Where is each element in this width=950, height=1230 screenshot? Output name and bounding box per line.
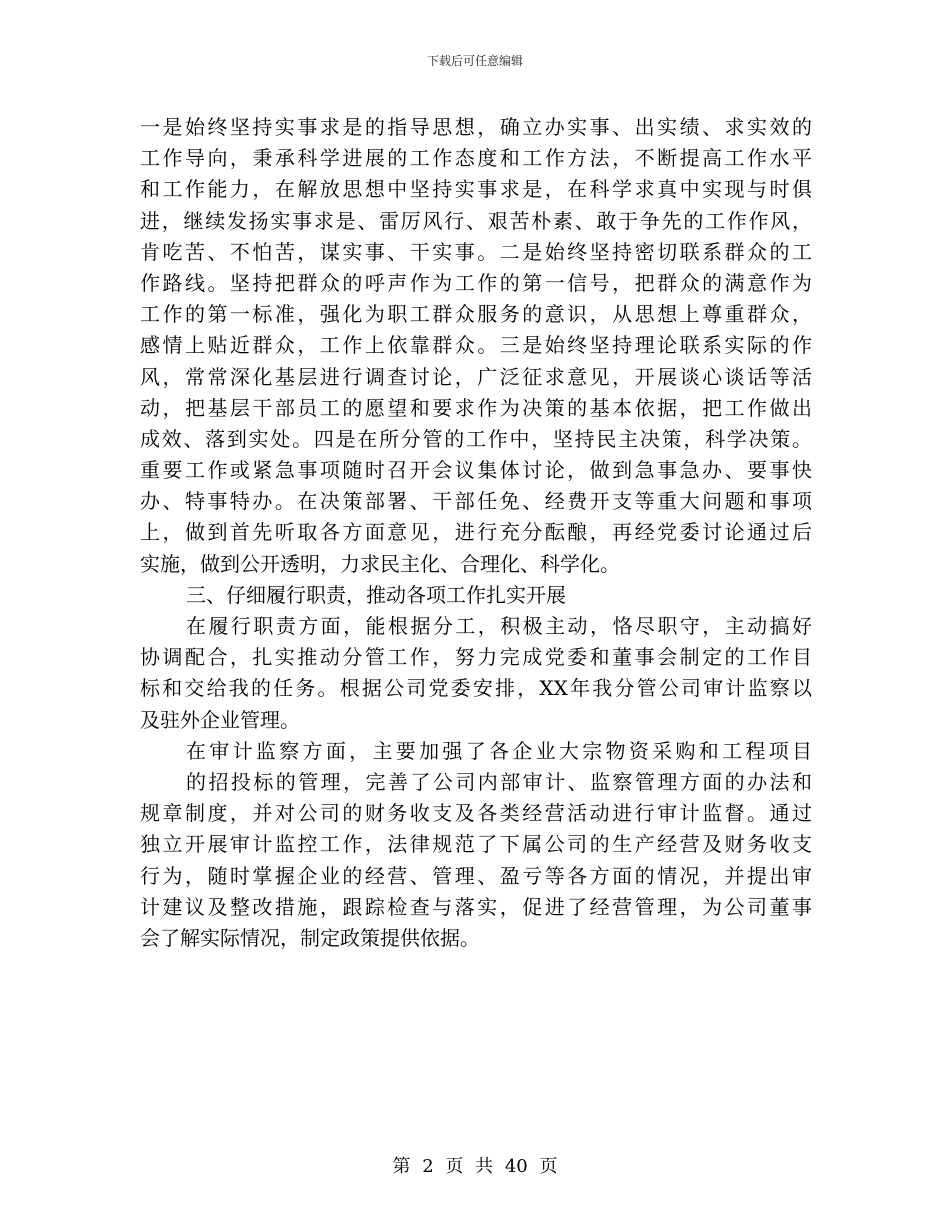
- text-line: 及驻外企业管理。: [140, 707, 300, 732]
- text-line: 行为，随时掌握企业的经营、管理、盈亏等各方面的情况，并提出审: [140, 863, 812, 888]
- text-line: 动，把基层干部员工的愿望和要求作为决策的基本依据，把工作做出: [140, 395, 812, 420]
- text-line: 和工作能力，在解放思想中坚持实事求是，在科学求真中实现与时俱: [140, 177, 812, 202]
- text-line: 肯吃苦、不怕苦，谋实事、干实事。二是始终坚持密切联系群众的工: [140, 239, 812, 264]
- page-footer: 第 2 页 共 40 页: [392, 1156, 558, 1177]
- document-body: [140, 112, 812, 954]
- text-line: 感情上贴近群众，工作上依靠群众。三是始终坚持理论联系实际的作: [140, 333, 812, 358]
- text-line: 成效、落到实处。四是在所分管的工作中，坚持民主决策，科学决策。: [140, 426, 812, 451]
- text-line: 一是始终坚持实事求是的指导思想，确立办实事、出实绩、求实效的: [140, 115, 812, 139]
- text-line: 规章制度，并对公司的财务收支及各类经营活动进行审计监督。通过: [140, 801, 812, 826]
- text-line: 计建议及整改措施，跟踪检查与落实，促进了经营管理，为公司董事: [140, 894, 812, 919]
- text-line: 重要工作或紧急事项随时召开会议集体讨论，做到急事急办、要事快: [140, 458, 812, 483]
- text-line: 标和交给我的任务。根据公司党委安排，XX年我分管公司审计监察以: [140, 676, 812, 701]
- page-header: 下载后可任意编辑: [426, 54, 523, 68]
- text-line: 办、特事特办。在决策部署、干部任免、经费开支等重大问题和事项: [140, 489, 812, 514]
- text-line: 在履行职责方面，能根据分工，积极主动，恪尽职守，主动搞好: [186, 614, 812, 638]
- text-line: 作路线。坚持把群众的呼声作为工作的第一信号，把群众的满意作为: [140, 270, 812, 295]
- text-line: 风，常常深化基层进行调查讨论，广泛征求意见，开展谈心谈话等活: [140, 364, 812, 389]
- text-line: 工作导向，秉承科学进展的工作态度和工作方法，不断提高工作水平: [140, 146, 812, 171]
- text-line: 进，继续发扬实事求是、雷厉风行、艰苦朴素、敢于争先的工作作风，: [140, 208, 812, 233]
- text-line: 协调配合，扎实推动分管工作，努力完成党委和董事会制定的工作目: [140, 645, 812, 670]
- text-line: 实施，做到公开透明，力求民主化、合理化、科学化。: [140, 551, 620, 576]
- text-line: 的招投标的管理，完善了公司内部审计、监察管理方面的办法和: [186, 769, 812, 794]
- text-line: 上，做到首先听取各方面意见，进行充分酝酿，再经党委讨论通过后: [140, 520, 812, 545]
- text-line: 独立开展审计监控工作，法律规范了下属公司的生产经营及财务收支: [140, 832, 812, 857]
- text-line: 会了解实际情况，制定政策提供依据。: [140, 925, 480, 950]
- text-line: 在审计监察方面，主要加强了各企业大宗物资采购和工程项目: [186, 738, 812, 763]
- text-line: 工作的第一标准，强化为职工群众服务的意识，从思想上尊重群众，: [140, 302, 812, 327]
- section-heading: 三、仔细履行职责，推动各项工作扎实开展: [186, 582, 566, 607]
